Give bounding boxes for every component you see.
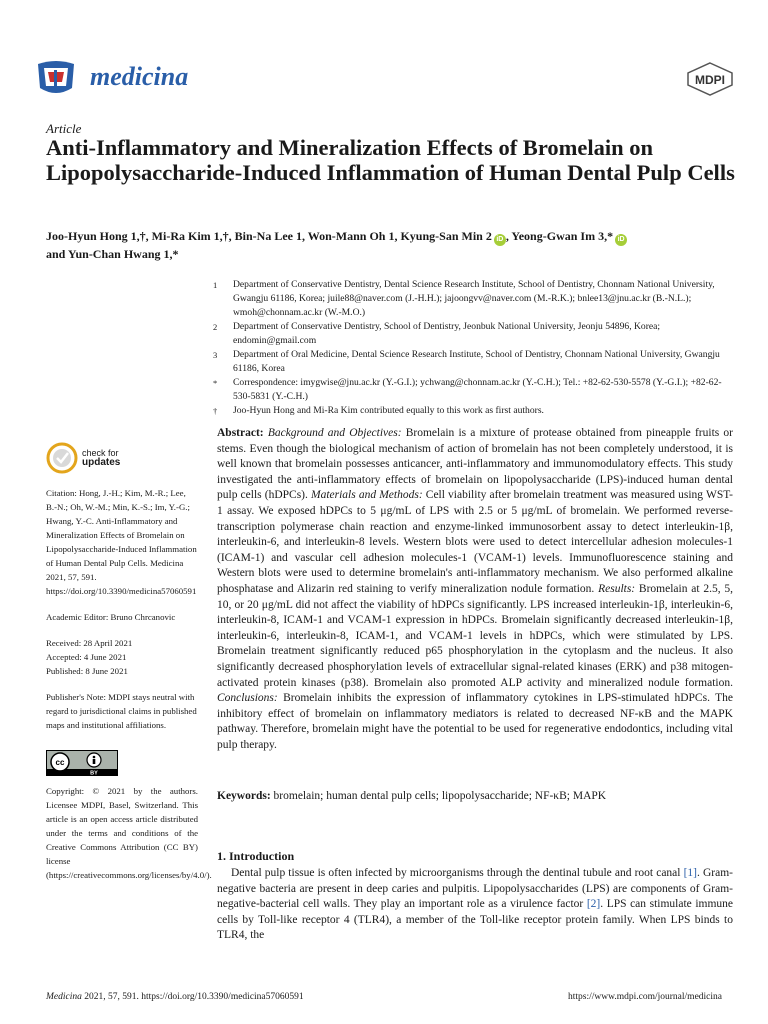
affiliation-mark: †	[213, 406, 218, 416]
citation: Citation: Hong, J.-H.; Kim, M.-R.; Lee, B.-N.; Oh, W.-M.; Min, K.-S.; Im, Y.-G.; Hwang, Y.-C. Anti-Inflammatory and Mineralization Effects of Bromelain on Lipopolysaccharide-Induced Inflammation of Human Dental Pulp Cells. Medicina 2021, 57, 591. https://doi.org/10.3390/medicina57060591	[46, 488, 197, 596]
copyright-notice: Copyright: © 2021 by the authors. Licensee MDPI, Basel, Switzerland. This article is an open access article distributed under the terms and conditions of the Creative Commons Attribution (CC BY) license (https://creativecommons.org/licenses/by/4.0/).	[46, 786, 212, 880]
orcid-icon[interactable]: iD	[494, 234, 506, 246]
authors-part-1: Joo-Hyun Hong 1,†, Mi-Ra Kim 1,†, Bin-Na Lee 1, Won-Mann Oh 1, Kyung-San Min 2	[46, 229, 492, 243]
abstract-conclusions: Bromelain inhibits the expression of inflammatory cytokines in LPS-stimulated hDPCs. The inhibitory effect of bromelain on inflammatory mediators is related to decreased NF-κB and the MAPK pathway. Therefore, bromelain might have the potential to be used for regenerative endodontics, including vital pulp therapy.	[217, 692, 733, 751]
abstract-methods-label: Materials and Methods:	[307, 489, 423, 502]
abstract	[217, 426, 733, 753]
academic-editor: Academic Editor: Bruno Chrcanovic	[46, 612, 176, 622]
published-date: Published: 8 June 2021	[46, 666, 128, 676]
cc-by-label: BY	[90, 770, 98, 776]
intro-text-1: Dental pulp tissue is often infected by microorganisms through the dentinal tubule and root canal	[231, 867, 684, 879]
affiliation-mark: 3	[213, 350, 218, 360]
affiliation-item	[213, 404, 733, 418]
abstract-methods: Cell viability after bromelain treatment was measured using WST-1 assay. We exposed hDPCs to 5 μg/mL of LPS with 2.5 or 5 μg/mL of bromelain. We performed reverse-transcription polymerase chain reaction and enzyme-linked immunosorbent assay to detect interleukin-1β, interleukin-6, and interleukin-8 levels. Western blots were used to detect intercellular adhesion molecules-1 (ICAM-1) and vascular cell adhesion molecules-1 (VCAM-1) levels. Immunofluorescence staining and Western blots were used to determine bromelain's anti-inflammatory mechanism. We also performed alkaline phosphatase and Alizarin red staining to verify mineralization nodule formation.	[217, 489, 734, 595]
affiliation-mark: *	[213, 378, 218, 388]
authors-part-2: , Yeong-Gwan Im 3,*	[505, 229, 614, 243]
received-date: Received: 28 April 2021	[46, 638, 133, 648]
article-type: Article	[46, 121, 82, 136]
sidebar	[46, 442, 212, 894]
check-for-updates-button[interactable]	[46, 442, 198, 474]
footer-citation	[46, 992, 304, 1002]
footer-journal-url[interactable]: https://www.mdpi.com/journal/medicina	[568, 992, 722, 1002]
abstract-label: Abstract:	[217, 427, 264, 439]
check-for-label: check for	[82, 448, 119, 458]
affiliation-item	[213, 376, 733, 404]
abstract-background-label: Background and Objectives:	[267, 427, 402, 439]
affiliation-item	[213, 348, 733, 376]
abstract-background: Bromelain is a mixture of protease obtained from pineapple fruits or stems. Even though the biological mechanism of action of bromelain has not been completely understood, it is well known that bromelain possesses anticancer, anti-inflammatory and immunomodulatory effects. This study investigated the anti-inflammatory effects of bromelain on lipopolysaccharide (LPS)-induced human dental pulp cells (hDPCs).	[217, 427, 733, 502]
affiliation-item	[213, 320, 733, 348]
reference-link[interactable]: [2]	[586, 898, 601, 911]
intro-text-2: . Gram-negative bacteria are present in deep caries and pulpitis. Lipopolysaccharides (LPS) are components of Gram-negative-bacterial cell walls. They play an important role as a virulence factor	[217, 867, 734, 911]
publisher-note: Publisher's Note: MDPI stays neutral with regard to jurisdictional claims in published maps and institutional affiliations.	[46, 692, 197, 730]
article-title: Anti-Inflammatory and Mineralization Effects of Bromelain on Lipopolysaccharide-Induced Inflammation of Human Dental Pulp Cells	[46, 135, 735, 185]
keywords	[217, 789, 733, 804]
journal-name[interactable]: medicina	[90, 62, 189, 91]
authors-part-3: and Yun-Chan Hwang 1,*	[46, 247, 179, 261]
footer-doi[interactable]: 2021, 57, 591. https://doi.org/10.3390/medicina57060591	[81, 992, 304, 1002]
affiliations	[213, 278, 733, 418]
section-heading: 1. Introduction	[217, 849, 295, 863]
svg-text:cc: cc	[55, 758, 65, 767]
reference-link[interactable]: [1]	[683, 867, 698, 879]
author-list	[46, 228, 736, 264]
affiliation-mark: 2	[213, 322, 218, 332]
affiliation-item	[213, 278, 733, 320]
affiliation-mark: 1	[213, 280, 218, 290]
affiliation-text: Correspondence: imygwise@jnu.ac.kr (Y.-G.I.); ychwang@chonnam.ac.kr (Y.-C.H.); Tel.: +82-62-530-5578 (Y.-G.I.); +82-62-530-5831 (Y.-C.H.)	[233, 377, 722, 402]
journal-header	[34, 58, 734, 98]
medicina-logo-icon	[34, 58, 78, 98]
introduction-paragraph	[217, 866, 733, 944]
updates-label: updates	[82, 457, 121, 468]
check-for-updates-icon	[46, 442, 78, 474]
abstract-results-label: Results:	[594, 582, 636, 595]
abstract-results: Bromelain at 2.5, 5, 10, or 20 μg/mL did not affect the viability of hDPCs significantly. LPS increased interleukin-1β, interleukin-6, interleukin-8, ICAM-1 and VCAM-1 expression in hDPCs. Bromelain significantly decreased interleukin-1β, interleukin-6, interleukin-8, ICAM-1, and VCAM-1 levels in hDPCs, which were stimulated by LPS. Bromelain treatment significantly reduced p65 phosphorylation in the cytoplasm and the nucleus. It also significantly decreased phosphorylation levels of extracellular signal-related kinases (ERK) and p38 mitogen-activated protein kinases (p38). Bromelain also promoted ALP activity and mineralized nodule formation.	[217, 582, 733, 689]
mdpi-logo-icon[interactable]	[686, 62, 734, 96]
intro-text-3: . LPS can stimulate immune cells by Toll-like receptor 4 (TLR4), a member of the Toll-like receptor protein family. When LPS binds to TLR4, the	[217, 898, 734, 942]
dates	[46, 636, 198, 678]
keywords-text: bromelain; human dental pulp cells; lipopolysaccharide; NF-κB; MAPK	[270, 790, 607, 802]
affiliation-text: Department of Conservative Dentistry, School of Dentistry, Jeonbuk National University, Jeonju 54896, Korea; endomin@gmail.com	[233, 321, 661, 346]
orcid-icon[interactable]: iD	[615, 234, 627, 246]
publisher-name: MDPI	[695, 73, 725, 87]
affiliation-text: Department of Oral Medicine, Dental Science Research Institute, School of Dentistry, Chonnam National University, Gwangju 61186, Korea	[233, 349, 720, 374]
affiliation-text: Department of Conservative Dentistry, Dental Science Research Institute, School of Dentistry, Chonnam National University, Gwangju 61186, Korea; juile88@naver.com (J.-H.H.); jajoongvv@naver.com (M.-R.K.); bnlee13@jnu.ac.kr (B.-N.L.); wmoh@chonnam.ac.kr (W.-M.O.)	[233, 279, 715, 318]
footer-journal: Medicina	[46, 992, 82, 1002]
abstract-conclusions-label: Conclusions:	[217, 692, 278, 705]
accepted-date: Accepted: 4 June 2021	[46, 652, 127, 662]
affiliation-text: Joo-Hyun Hong and Mi-Ra Kim contributed equally to this work as first authors.	[233, 405, 544, 416]
keywords-label: Keywords:	[217, 790, 271, 802]
cc-by-license-icon[interactable]	[46, 750, 118, 776]
